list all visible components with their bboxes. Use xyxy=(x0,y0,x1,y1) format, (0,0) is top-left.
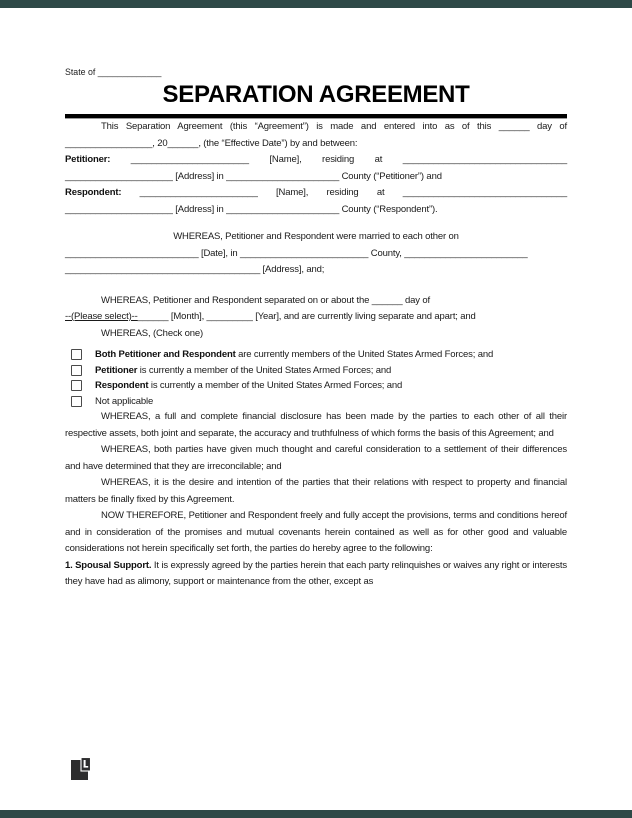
checkbox-not-applicable[interactable] xyxy=(71,396,82,407)
document-content xyxy=(65,66,567,591)
spousal-support-paragraph xyxy=(65,558,567,591)
separation-line-1: WHEREAS, Petitioner and Respondent separated on or about the ______ day of xyxy=(101,294,431,306)
check-one-heading: WHEREAS, (Check one) xyxy=(101,327,204,339)
legal-templates-logo xyxy=(71,757,93,781)
marriage-line-3: ______________________________________ [Address], and; xyxy=(65,264,325,275)
checkbox-label xyxy=(95,394,153,410)
petitioner-paragraph xyxy=(65,152,567,185)
checkbox-row xyxy=(65,347,567,363)
petitioner-label: Petitioner: xyxy=(65,154,111,165)
respondent-paragraph xyxy=(65,185,567,218)
intro-paragraph: This Separation Agreement (this “Agreement”) is made and entered into as of this ______ day of _________________, 20______, (the “Effective Date”) by and between: xyxy=(65,121,567,149)
checkbox-label-rest: Not applicable xyxy=(95,395,154,407)
armed-forces-checklist xyxy=(65,347,567,409)
checkbox-row xyxy=(65,363,567,379)
document-title: SEPARATION AGREEMENT xyxy=(162,81,470,108)
separation-recital xyxy=(65,293,567,326)
checkbox-label-rest: is currently a member of the United States Armed Forces; and xyxy=(148,380,403,391)
checkbox-label-rest: is currently a member of the United States Armed Forces; and xyxy=(137,364,392,376)
intention-paragraph: WHEREAS, it is the desire and intention of the parties that their relations with respect to property and financial matters be finally fixed by this Agreement. xyxy=(65,477,567,505)
legal-templates-icon xyxy=(71,757,93,781)
checkbox-label xyxy=(95,347,493,363)
separation-line-2-rest: ______ [Month], _________ [Year], and are currently living separate and apart; and xyxy=(137,311,476,322)
checkbox-petitioner-member[interactable] xyxy=(71,365,82,376)
month-select-dropdown[interactable]: --(Please select)-- xyxy=(65,311,138,322)
now-therefore-paragraph: NOW THEREFORE, Petitioner and Respondent freely and fully accept the provisions, terms and conditions hereof and in consideration of the promises and mutual covenants herein contained as well as for other good and valuable considerations not herein specifically set forth, the parties do hereby agree to the following: xyxy=(65,510,567,554)
state-of-line: State of _____________ xyxy=(65,67,162,77)
respondent-text: _______________________ [Name], residing at ________________________________ _____________________ [Address] in ______________________ County (“Respondent”). xyxy=(65,187,567,215)
checkbox-label-bold: Petitioner xyxy=(95,364,138,376)
checkbox-label-bold: Both Petitioner and Respondent xyxy=(95,349,236,360)
checkbox-both-members[interactable] xyxy=(71,349,82,360)
spousal-support-heading: 1. Spousal Support. xyxy=(65,559,152,571)
financial-disclosure-paragraph: WHEREAS, a full and complete financial disclosure has been made by the parties to each other of all their respective assets, both joint and separate, the accuracy and truthfulness of which forms the basis of this Agreement; and xyxy=(65,411,567,439)
checkbox-row xyxy=(65,378,567,394)
checkbox-label-rest: are currently members of the United States Armed Forces; and xyxy=(235,349,494,360)
checkbox-respondent-member[interactable] xyxy=(71,380,82,391)
top-brand-bar xyxy=(0,0,632,8)
bottom-brand-bar xyxy=(0,810,632,818)
petitioner-text: _______________________ [Name], residing at ________________________________ _____________________ [Address] in ______________________ County (“Petitioner”) and xyxy=(65,154,567,182)
marriage-recital xyxy=(65,229,567,279)
marriage-line-2: __________________________ [Date], in _________________________ County, ________________________ xyxy=(65,247,528,259)
separation-line-2 xyxy=(65,309,567,326)
checkbox-label xyxy=(95,363,391,379)
checkbox-label xyxy=(95,378,402,394)
irreconcilable-paragraph: WHEREAS, both parties have given much thought and careful consideration to a settlement of their differences and have determined that they are irreconcilable; and xyxy=(65,444,567,472)
marriage-line-1: WHEREAS, Petitioner and Respondent were married to each other on xyxy=(173,231,459,242)
respondent-label: Respondent: xyxy=(65,187,122,198)
checkbox-row xyxy=(65,394,567,410)
checkbox-label-bold: Respondent xyxy=(95,380,149,391)
spousal-support-text: It is expressly agreed by the parties herein that each party relinquishes or waives any right or interests they have had as alimony, support or maintenance from the other, except as xyxy=(65,559,567,587)
